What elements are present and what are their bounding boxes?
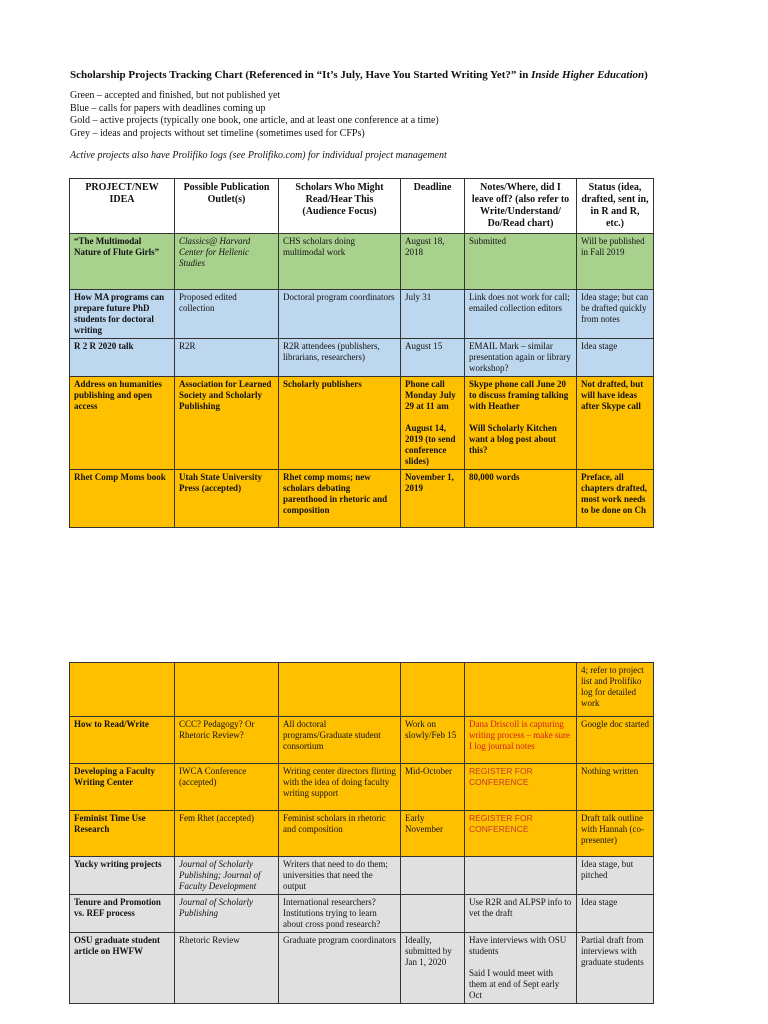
note-secondary: Will Scholarly Kitchen want a blog post about this? xyxy=(469,423,557,455)
notes-cell xyxy=(465,663,577,717)
project-cell: Address on humanities publishing and open access xyxy=(70,377,175,470)
table-row xyxy=(70,811,654,857)
note-primary: Have interviews with OSU students xyxy=(469,935,567,956)
project-cell: How MA programs can prepare future PhD students for doctoral writing xyxy=(70,290,175,339)
audience-cell: Feminist scholars in rhetoric and composition xyxy=(279,811,401,857)
table-row xyxy=(70,764,654,811)
deadline-cell: Mid-October xyxy=(401,764,465,811)
note-secondary: Said I would meet with them at end of Sept early Oct xyxy=(469,968,560,1000)
project-cell: Developing a Faculty Writing Center xyxy=(70,764,175,811)
legend-gold: Gold – active projects (typically one book, one article, and at least one conference at a time) xyxy=(70,115,439,126)
audience-cell: R2R attendees (publishers, librarians, researchers) xyxy=(279,339,401,377)
register-reminder: REGISTER FOR CONFERENCE xyxy=(469,766,533,787)
header-row xyxy=(70,179,654,234)
deadline-cell xyxy=(401,857,465,895)
table-row xyxy=(70,895,654,933)
status-cell: Not drafted, but will have ideas after Skype call xyxy=(577,377,654,470)
column-header-deadline: Deadline xyxy=(401,179,465,234)
notes-cell: 80,000 words xyxy=(465,470,577,528)
audience-cell: International researchers? Institutions trying to learn about cross pond research? xyxy=(279,895,401,933)
deadline-cell: August 18, 2018 xyxy=(401,234,465,290)
status-cell: Idea stage xyxy=(577,339,654,377)
document-header xyxy=(70,68,710,162)
deadline-cell xyxy=(401,663,465,717)
status-cell: Draft talk outline with Hannah (co-presenter) xyxy=(577,811,654,857)
notes-cell xyxy=(465,764,577,811)
document-title xyxy=(70,68,710,82)
project-cell: R 2 R 2020 talk xyxy=(70,339,175,377)
notes-cell xyxy=(465,933,577,1004)
outlet-cell: Journal of Scholarly Publishing; Journal of Faculty Development xyxy=(175,857,279,895)
outlet-cell: Association for Learned Society and Scholarly Publishing xyxy=(175,377,279,470)
notes-cell: Link does not work for call; emailed collection editors xyxy=(465,290,577,339)
audience-cell: Writers that need to do them; universities that need the output xyxy=(279,857,401,895)
legend-blue: Blue – calls for papers with deadlines coming up xyxy=(70,102,266,114)
audience-cell: CHS scholars doing multimodal work xyxy=(279,234,401,290)
title-close: ) xyxy=(644,69,648,81)
table-row xyxy=(70,470,654,528)
table-row xyxy=(70,290,654,339)
audience-cell: Writing center directors flirting with the idea of doing faculty writing support xyxy=(279,764,401,811)
table-row xyxy=(70,339,654,377)
title-text: Scholarship Projects Tracking Chart (Referenced in “It’s July, Have You Started Writing Yet?” in xyxy=(70,69,532,81)
notes-cell: EMAIL Mark – similar presentation again or library workshop? xyxy=(465,339,577,377)
column-header-outlet: Possible Publication Outlet(s) xyxy=(175,179,279,234)
deadline-cell: Work on slowly/Feb 15 xyxy=(401,717,465,764)
notes-cell xyxy=(465,857,577,895)
deadline-secondary: August 14, 2019 (to send conference slides) xyxy=(405,423,456,466)
status-cell: Will be published in Fall 2019 xyxy=(577,234,654,290)
table-row xyxy=(70,377,654,470)
deadline-cell: August 15 xyxy=(401,339,465,377)
deadline-cell xyxy=(401,895,465,933)
project-cell xyxy=(70,663,175,717)
tracking-table-page-2 xyxy=(69,662,654,1004)
outlet-cell: Proposed edited collection xyxy=(175,290,279,339)
table-row xyxy=(70,857,654,895)
legend-green: Green – accepted and finished, but not published yet xyxy=(70,90,281,101)
audience-cell: Doctoral program coordinators xyxy=(279,290,401,339)
notes-cell: Dana Driscoll is capturing writing process – make sure I log journal notes xyxy=(465,717,577,764)
outlet-cell: Utah State University Press (accepted) xyxy=(175,470,279,528)
outlet-cell: Fem Rhet (accepted) xyxy=(175,811,279,857)
table-row xyxy=(70,663,654,717)
status-cell: Nothing written xyxy=(577,764,654,811)
column-header-status: Status (idea, drafted, sent in, in R and R, etc.) xyxy=(577,179,654,234)
deadline-cell: Early November xyxy=(401,811,465,857)
project-cell: Feminist Time Use Research xyxy=(70,811,175,857)
audience-cell: Scholarly publishers xyxy=(279,377,401,470)
status-cell: Preface, all chapters drafted, most work needs to be done on Ch xyxy=(577,470,654,528)
status-cell: Google doc started xyxy=(577,717,654,764)
project-cell: “The Multimodal Nature of Flute Girls” xyxy=(70,234,175,290)
note-primary: Skype phone call June 20 to discuss framing talking with Heather xyxy=(469,379,569,411)
table-row xyxy=(70,234,654,290)
table-row xyxy=(70,933,654,1004)
audience-cell: All doctoral programs/Graduate student consortium xyxy=(279,717,401,764)
status-cell: Idea stage, but pitched xyxy=(577,857,654,895)
audience-cell xyxy=(279,663,401,717)
column-header-notes: Notes/Where, did I leave off? (also refer to Write/Understand/ Do/Read chart) xyxy=(465,179,577,234)
legend-grey: Grey – ideas and projects without set timeline (sometimes used for CFPs) xyxy=(70,127,365,139)
project-cell: Tenure and Promotion vs. REF process xyxy=(70,895,175,933)
title-publication: Inside Higher Education xyxy=(531,69,645,81)
register-reminder: REGISTER FOR CONFERENCE xyxy=(469,813,533,834)
deadline-primary: Phone call Monday July 29 at 11 am xyxy=(405,379,456,411)
column-header-audience: Scholars Who Might Read/Hear This (Audience Focus) xyxy=(279,179,401,234)
deadline-cell: Ideally, submitted by Jan 1, 2020 xyxy=(401,933,465,1004)
tracking-table-page-1 xyxy=(69,178,654,528)
project-cell: OSU graduate student article on HWFW xyxy=(70,933,175,1004)
project-cell: Rhet Comp Moms book xyxy=(70,470,175,528)
project-cell: Yucky writing projects xyxy=(70,857,175,895)
status-cell: Idea stage xyxy=(577,895,654,933)
outlet-cell: IWCA Conference (accepted) xyxy=(175,764,279,811)
column-header-project: PROJECT/NEW IDEA xyxy=(70,179,175,234)
outlet-cell: R2R xyxy=(175,339,279,377)
table-row xyxy=(70,717,654,764)
notes-cell xyxy=(465,811,577,857)
outlet-cell xyxy=(175,663,279,717)
notes-cell: Submitted xyxy=(465,234,577,290)
notes-cell xyxy=(465,377,577,470)
deadline-cell: July 31 xyxy=(401,290,465,339)
outlet-cell: Classics@ Harvard Center for Hellenic Studies xyxy=(175,234,279,290)
status-cell: 4; refer to project list and Prolifiko log for detailed work xyxy=(577,663,654,717)
audience-cell: Rhet comp moms; new scholars debating parenthood in rhetoric and composition xyxy=(279,470,401,528)
notes-cell: Use R2R and ALPSP info to vet the draft xyxy=(465,895,577,933)
outlet-cell: CCC? Pedagogy? Or Rhetoric Review? xyxy=(175,717,279,764)
audience-cell: Graduate program coordinators xyxy=(279,933,401,1004)
status-cell: Partial draft from interviews with graduate students xyxy=(577,933,654,1004)
prolifiko-note: Active projects also have Prolifiko logs (see Prolifiko.com) for individual project management xyxy=(70,150,447,161)
deadline-cell xyxy=(401,377,465,470)
project-cell: How to Read/Write xyxy=(70,717,175,764)
deadline-cell: November 1, 2019 xyxy=(401,470,465,528)
outlet-cell: Journal of Scholarly Publishing xyxy=(175,895,279,933)
status-cell: Idea stage; but can be drafted quickly from notes xyxy=(577,290,654,339)
outlet-cell: Rhetoric Review xyxy=(175,933,279,1004)
